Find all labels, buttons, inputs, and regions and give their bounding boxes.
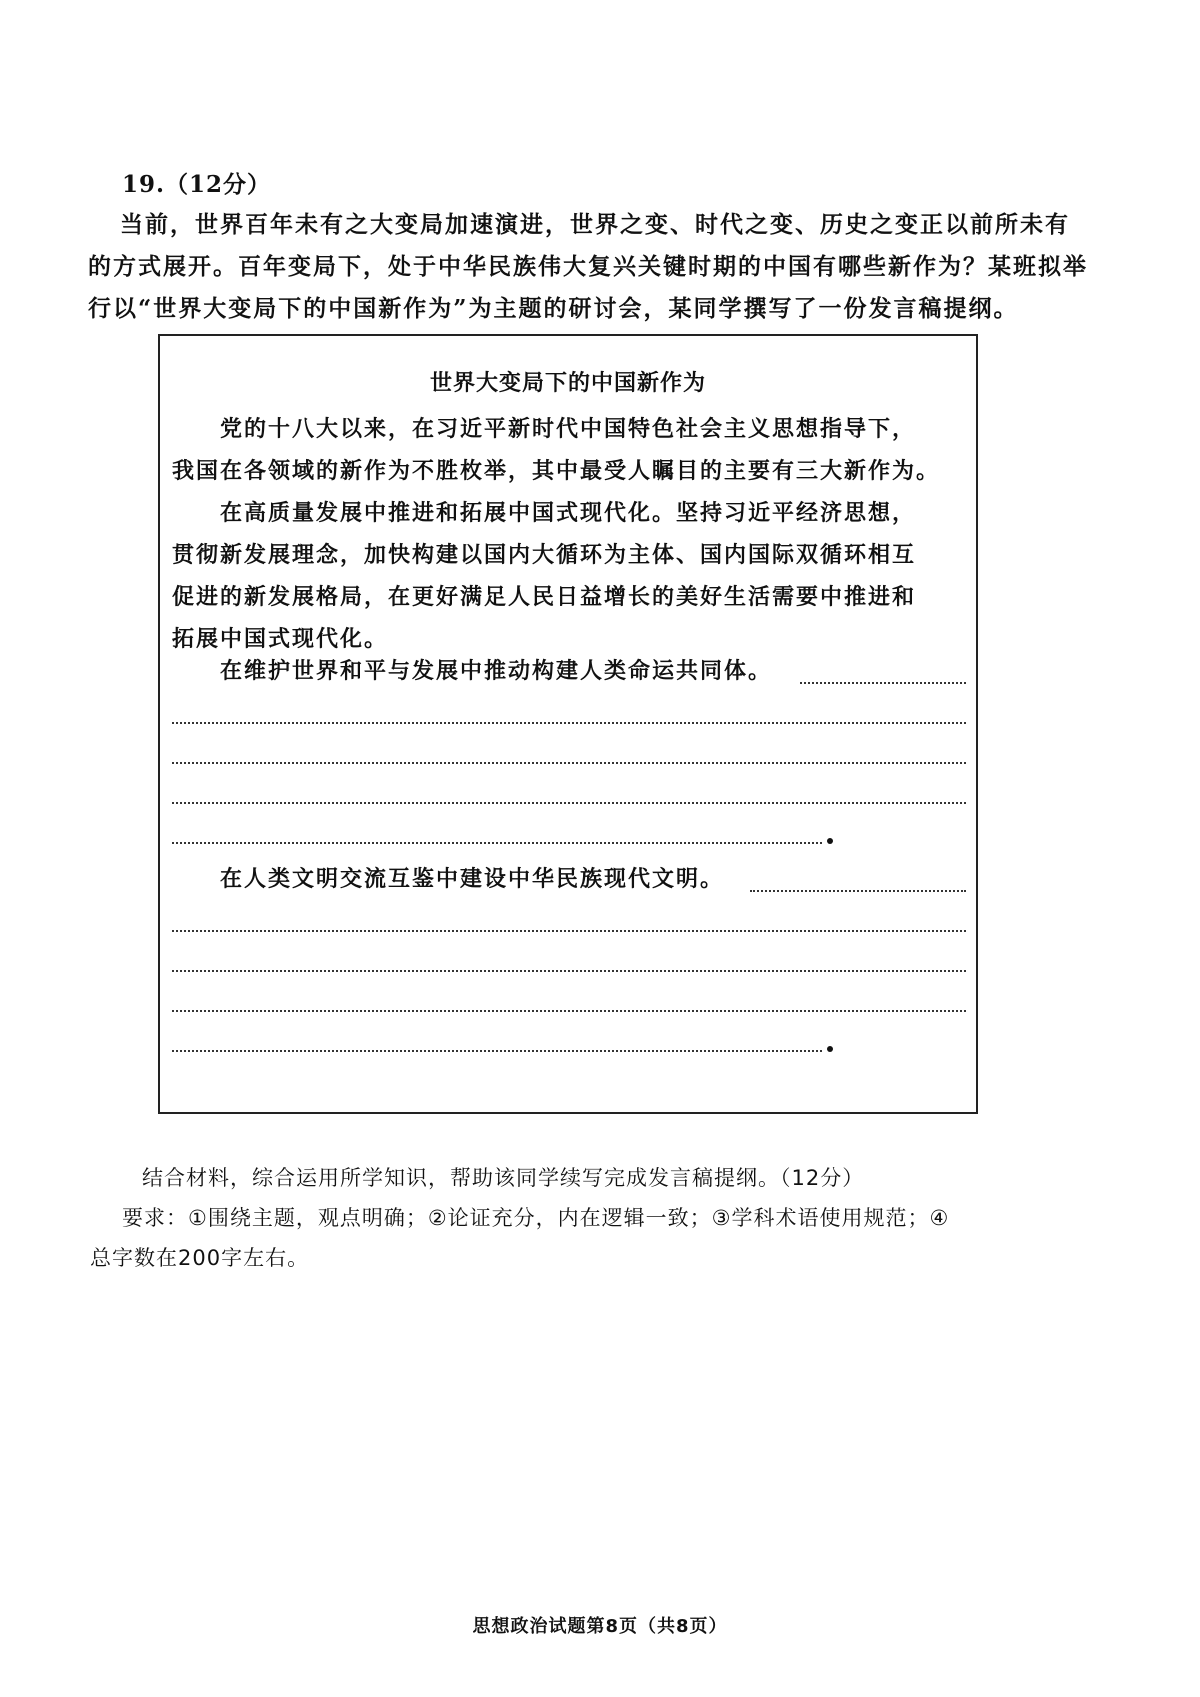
intro-line: 当前，世界百年未有之大变局加速演进，世界之变、时代之变、历史之变正以前所未有: [120, 211, 1070, 238]
intro-line: 的方式展开。百年变局下，处于中华民族伟大复兴关键时期的中国有哪些新作为？某班拟举: [88, 253, 1088, 280]
task-line: 结合材料，综合运用所学知识，帮助该同学续写完成发言稿提纲。（12分）: [142, 1166, 865, 1190]
answer-line[interactable]: [172, 722, 966, 724]
point-1-line: 贯彻新发展理念，加快构建以国内大循环为主体、国内国际双循环相互: [172, 542, 917, 568]
point-1-line: 促进的新发展格局，在更好满足人民日益增长的美好生活需要中推进和: [172, 584, 917, 610]
answer-line[interactable]: [172, 970, 966, 972]
question-intro: [88, 204, 1118, 330]
page-footer: 思想政治试题第8页（共8页）: [472, 1616, 728, 1637]
point-2-text: 在维护世界和平与发展中推动构建人类命运共同体。: [220, 658, 773, 684]
answer-line[interactable]: [172, 930, 966, 932]
answer-line[interactable]: [172, 842, 822, 844]
answer-line[interactable]: [172, 762, 966, 764]
end-dot-icon: [827, 838, 833, 844]
outline-intro: [172, 408, 968, 492]
answer-line[interactable]: [800, 682, 966, 684]
outline-point-3: [172, 862, 968, 893]
answer-line[interactable]: [172, 802, 966, 804]
outline-point-1: [172, 492, 968, 660]
outline-intro-line: 党的十八大以来，在习近平新时代中国特色社会主义思想指导下，: [220, 416, 917, 442]
speech-outline-box: [158, 334, 978, 1114]
outline-intro-line: 我国在各领域的新作为不胜枚举，其中最受人瞩目的主要有三大新作为。: [172, 458, 941, 484]
task-instructions: [90, 1158, 1090, 1278]
task-word-count: 总字数在200字左右。: [90, 1246, 310, 1270]
answer-line[interactable]: [750, 890, 966, 892]
end-dot-icon: [827, 1046, 833, 1052]
point-1-line: 拓展中国式现代化。: [172, 626, 389, 652]
question-number: 19.（12分）: [122, 171, 272, 198]
task-requirements: 要求：①围绕主题，观点明确；②论证充分，内在逻辑一致；③学科术语使用规范；④: [122, 1206, 950, 1230]
intro-line: 行以“世界大变局下的中国新作为”为主题的研讨会，某同学撰写了一份发言稿提纲。: [88, 295, 1019, 322]
outline-point-2: [172, 654, 968, 685]
answer-line[interactable]: [172, 1010, 966, 1012]
point-3-text: 在人类文明交流互鉴中建设中华民族现代文明。: [220, 866, 725, 892]
point-1-line: 在高质量发展中推进和拓展中国式现代化。坚持习近平经济思想，: [220, 500, 917, 526]
answer-line[interactable]: [172, 1050, 822, 1052]
outline-title: 世界大变局下的中国新作为: [429, 371, 706, 396]
